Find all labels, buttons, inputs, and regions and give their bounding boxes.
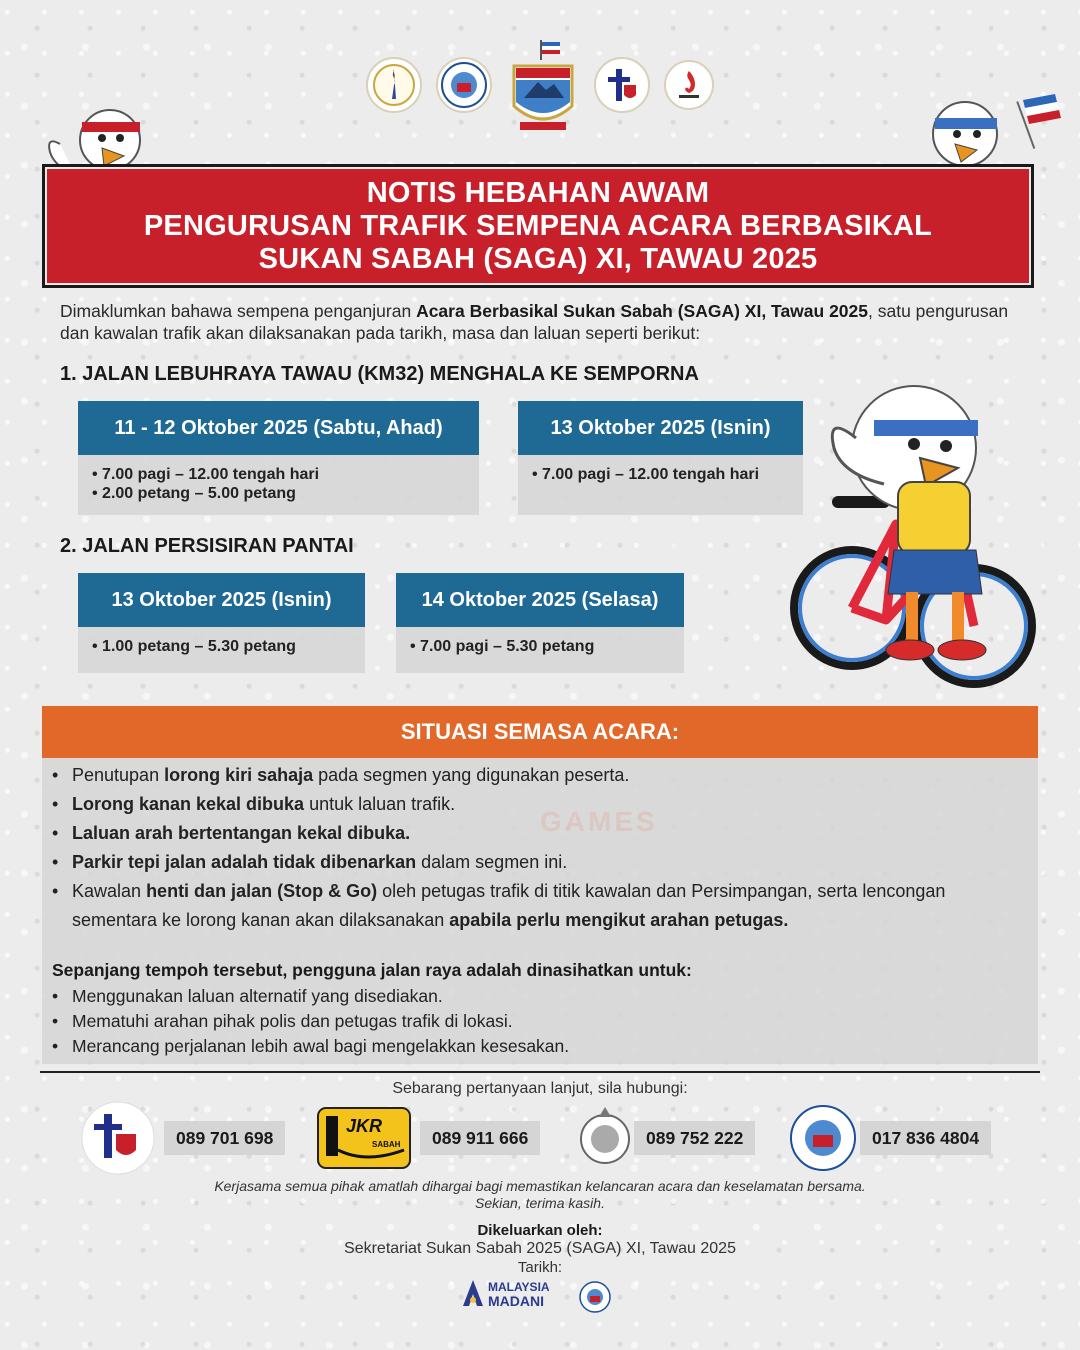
situation-list [52,761,1032,935]
date-label: Tarikh: [517,1259,563,1276]
lembaga-sukan-logo-icon [664,60,714,110]
ministry-seal-icon [436,57,492,113]
police-logo-icon [578,1103,632,1173]
card-date: 11 - 12 Oktober 2025 (Sabtu, Ahad) [78,401,479,455]
list-item: • Menggunakan laluan alternatif yang disediakan. [52,984,1032,1009]
kbss-logo-icon [80,1100,156,1176]
advice-title: Sepanjang tempoh tersebut, pengguna jalan raya adalah dinasihatkan untuk: [52,960,692,980]
list-item: • Kawalan henti dan jalan (Stop & Go) oleh petugas trafik di titik kawalan dan Persimpangan, serta lencongan sementara ke lorong kanan akan dilaksanakan apabila perlu mengikut arahan petugas. [52,877,1032,935]
list-item: • Mematuhi arahan pihak polis dan petugas trafik di lokasi. [52,1009,1032,1034]
situation-title: SITUASI SEMASA ACARA: [42,706,1038,758]
route-2-card-2 [396,573,684,673]
list-item: • Lorong kanan kekal dibuka untuk laluan trafik. [52,790,1032,819]
card-date: 13 Oktober 2025 (Isnin) [518,401,803,455]
intro-text-2: , satu pengurusan dan kawalan trafik akan dilaksanakan pada tarikh, masa dan laluan seperti berikut: [60,301,1009,343]
ministry-small-seal-icon [578,1280,612,1314]
madani-text-1: MALAYSIA [488,1280,550,1294]
card-time: • 7.00 pagi – 12.00 tengah hari [532,466,760,483]
contact-ministry [788,1104,991,1172]
footer-line-1: Kerjasama semua pihak amatlah dihargai bagi memastikan kelancaran acara dan keselamatan bersama. [214,1178,866,1194]
footer-line-2: Sekian, terima kasih. [475,1195,605,1211]
madani-text-2: MADANI [488,1293,544,1309]
malaysia-madani-logo [461,1276,550,1312]
intro-text-1: Dimaklumkan bahawa sempena penganjuran [60,301,417,321]
mascot-bicycle-icon [786,374,1046,696]
torch-logo [366,57,422,113]
contact-police [578,1104,755,1172]
card-time: • 2.00 petang – 5.00 petang [92,485,296,502]
intro-paragraph [60,300,1040,344]
intro-event-name: Acara Berbasikal Sukan Sabah (SAGA) XI, Tawau 2025 [416,301,869,321]
list-item: • Parkir tepi jalan adalah tidak dibenarkan dalam segmen ini. [52,848,1032,877]
madani-icon [461,1276,485,1312]
route-1-card-2 [518,401,803,515]
card-times [78,455,479,515]
list-item: • Laluan arah bertentangan kekal dibuka. [52,819,1032,848]
contact-intro: Sebarang pertanyaan lanjut, sila hubungi: [392,1080,688,1097]
list-item: • Penutupan lorong kiri sahaja pada segmen yang digunakan peserta. [52,761,1032,790]
route-2-title: 2. JALAN PERSISIRAN PANTAI [60,535,354,557]
card-date: 14 Oktober 2025 (Selasa) [396,573,684,627]
title-line-2: PENGURUSAN TRAFIK SEMPENA ACARA BERBASIKAL [143,209,933,242]
title-line-3: SUKAN SABAH (SAGA) XI, TAWAU 2025 [258,242,818,275]
phone-number[interactable]: 089 701 698 [164,1121,285,1155]
watermark-text: GAMES [540,806,658,837]
divider [40,1071,1040,1073]
phone-number[interactable]: 089 911 666 [420,1121,540,1155]
advice-list [52,984,1032,1059]
jkr-text: JKR [346,1116,383,1136]
jkr-sub: SABAH [372,1140,401,1149]
card-time: • 1.00 petang – 5.30 petang [92,638,296,655]
list-item: • Merancang perjalanan lebih awal bagi mengelakkan kesesakan. [52,1034,1032,1059]
card-times [396,627,684,673]
contact-kbss [80,1104,285,1172]
kbss-logo-icon [594,57,650,113]
card-time: • 7.00 pagi – 12.00 tengah hari [92,466,320,483]
phone-number[interactable]: 017 836 4804 [860,1121,991,1155]
card-times [78,627,365,673]
card-date: 13 Oktober 2025 (Isnin) [78,573,365,627]
sabah-crest-icon [506,40,580,130]
route-1-card-1 [78,401,479,515]
route-1-title: 1. JALAN LEBUHRAYA TAWAU (KM32) MENGHALA KE SEMPORNA [60,363,699,385]
issuer-text: Sekretariat Sukan Sabah 2025 (SAGA) XI, Tawau 2025 [344,1240,736,1257]
issued-label: Dikeluarkan oleh: [477,1222,603,1239]
phone-number[interactable]: 089 752 222 [634,1121,755,1155]
route-2-card-1 [78,573,365,673]
ministry-seal-icon [788,1103,858,1173]
title-line-1: NOTIS HEBAHAN AWAM [366,176,710,209]
contact-jkr [316,1104,540,1172]
card-time: • 7.00 pagi – 5.30 petang [410,638,595,655]
title-banner [42,164,1034,288]
card-times [518,455,803,515]
